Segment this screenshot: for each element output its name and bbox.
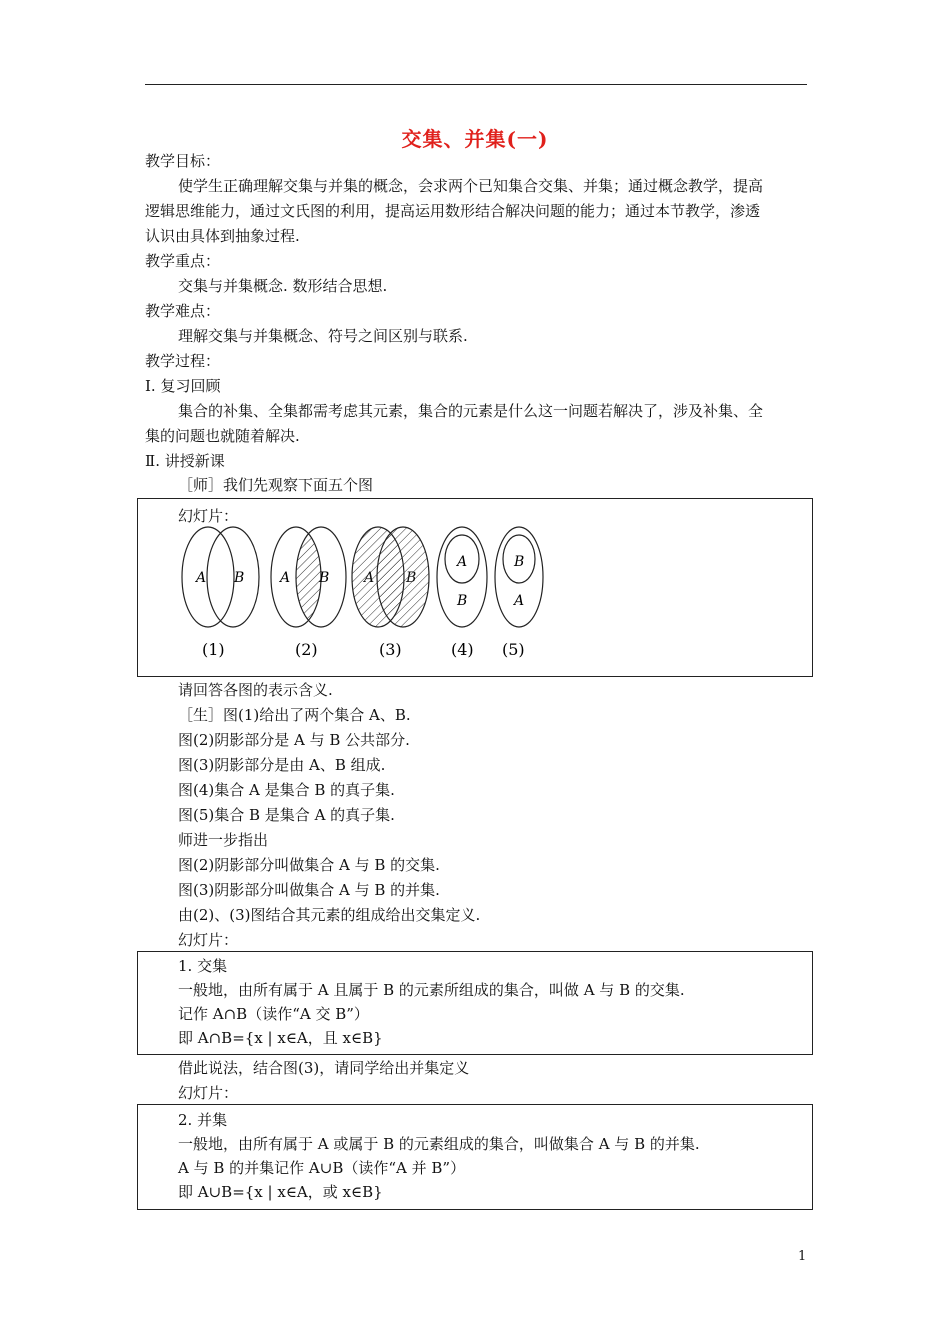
set-label: B xyxy=(234,570,245,586)
dialog-line: 请回答各图的表示含义. xyxy=(178,681,333,699)
set-label: B xyxy=(319,570,330,586)
paragraph-line: ［师］我们先观察下面五个图 xyxy=(178,476,374,494)
venn-diagrams xyxy=(138,499,812,676)
page-title: 交集、并集(一) xyxy=(401,127,549,151)
figure-caption: (4) xyxy=(451,640,474,659)
paragraph-line: 使学生正确理解交集与并集的概念，会求两个已知集合交集、并集；通过概念教学，提高 xyxy=(178,177,764,195)
definition-notation: A 与 B 的并集记作 A∪B（读作“A 并 B”） xyxy=(178,1159,466,1177)
set-label: A xyxy=(280,570,291,586)
heading-key-points: 教学重点： xyxy=(145,252,221,270)
figure-caption: (2) xyxy=(295,640,318,659)
slide-label: 幻灯片： xyxy=(178,507,239,525)
dialog-line: 图(3)阴影部分是由 A、B 组成. xyxy=(178,756,386,774)
venn-figure-3 xyxy=(352,527,429,659)
paragraph-line: 逻辑思维能力，通过文氏图的利用，提高运用数形结合解决问题的能力；通过本节教学，渗透 xyxy=(145,202,761,220)
definition-notation: 记作 A∩B（读作“A 交 B”） xyxy=(178,1005,369,1023)
intersection-definition-box xyxy=(137,951,813,1055)
paragraph-line: 集合的补集、全集都需考虑其元素，集合的元素是什么这一问题若解决了，涉及补集、全 xyxy=(178,402,764,420)
dialog-line: ［生］图(1)给出了两个集合 A、B. xyxy=(178,706,411,724)
slide-label: 幻灯片： xyxy=(178,1084,239,1102)
dialog-line: 图(2)阴影部分叫做集合 A 与 B 的交集. xyxy=(178,856,440,874)
set-label: B xyxy=(514,554,525,570)
set-label: B xyxy=(457,593,468,609)
definition-formula: 即 A∪B={x | x∈A，或 x∈B} xyxy=(178,1183,383,1201)
set-label: A xyxy=(457,554,468,570)
venn-figure-2 xyxy=(271,527,346,659)
section-review: Ⅰ. 复习回顾 xyxy=(145,377,221,395)
paragraph-line: 交集与并集概念. 数形结合思想. xyxy=(178,277,388,295)
set-label: B xyxy=(406,570,417,586)
definition-heading: 2. 并集 xyxy=(178,1111,228,1129)
heading-difficulties: 教学难点： xyxy=(145,302,221,320)
venn-figure-5 xyxy=(495,527,543,659)
dialog-line: 师进一步指出 xyxy=(178,831,269,849)
dialog-line: 图(5)集合 B 是集合 A 的真子集. xyxy=(178,806,395,824)
venn-figure-4 xyxy=(437,527,487,659)
heading-process: 教学过程： xyxy=(145,352,221,370)
paragraph-line: 集的问题也就随着解决. xyxy=(145,427,300,445)
slide-venn-box xyxy=(137,498,813,677)
paragraph-line: 借此说法，结合图(3)，请同学给出并集定义 xyxy=(178,1059,470,1077)
union-definition-box xyxy=(137,1104,813,1210)
figure-caption: (3) xyxy=(379,640,402,659)
figure-caption: (5) xyxy=(502,640,525,659)
definition-formula: 即 A∩B={x | x∈A，且 x∈B} xyxy=(178,1029,383,1047)
heading-goals: 教学目标： xyxy=(145,152,221,170)
paragraph-line: 认识由具体到抽象过程. xyxy=(145,227,300,245)
dialog-line: 图(4)集合 A 是集合 B 的真子集. xyxy=(178,781,395,799)
set-label: A xyxy=(514,593,525,609)
set-label: A xyxy=(196,570,207,586)
dialog-line: 图(2)阴影部分是 A 与 B 公共部分. xyxy=(178,731,410,749)
definition-text: 一般地，由所有属于 A 且属于 B 的元素所组成的集合，叫做 A 与 B 的交集. xyxy=(178,981,685,999)
page-number: 1 xyxy=(798,1249,807,1264)
venn-figure-1 xyxy=(182,527,259,659)
figure-caption: (1) xyxy=(202,640,225,659)
set-label: A xyxy=(364,570,375,586)
dialog-line: 幻灯片： xyxy=(178,931,239,949)
definition-heading: 1. 交集 xyxy=(178,957,228,975)
dialog-line: 图(3)阴影部分叫做集合 A 与 B 的并集. xyxy=(178,881,440,899)
section-new-lesson: Ⅱ. 讲授新课 xyxy=(145,452,225,470)
paragraph-line: 理解交集与并集概念、符号之间区别与联系. xyxy=(178,327,468,345)
header-rule xyxy=(145,84,807,85)
dialog-line: 由(2)、(3)图结合其元素的组成给出交集定义. xyxy=(178,906,481,924)
definition-text: 一般地，由所有属于 A 或属于 B 的元素组成的集合，叫做集合 A 与 B 的并集. xyxy=(178,1135,700,1153)
